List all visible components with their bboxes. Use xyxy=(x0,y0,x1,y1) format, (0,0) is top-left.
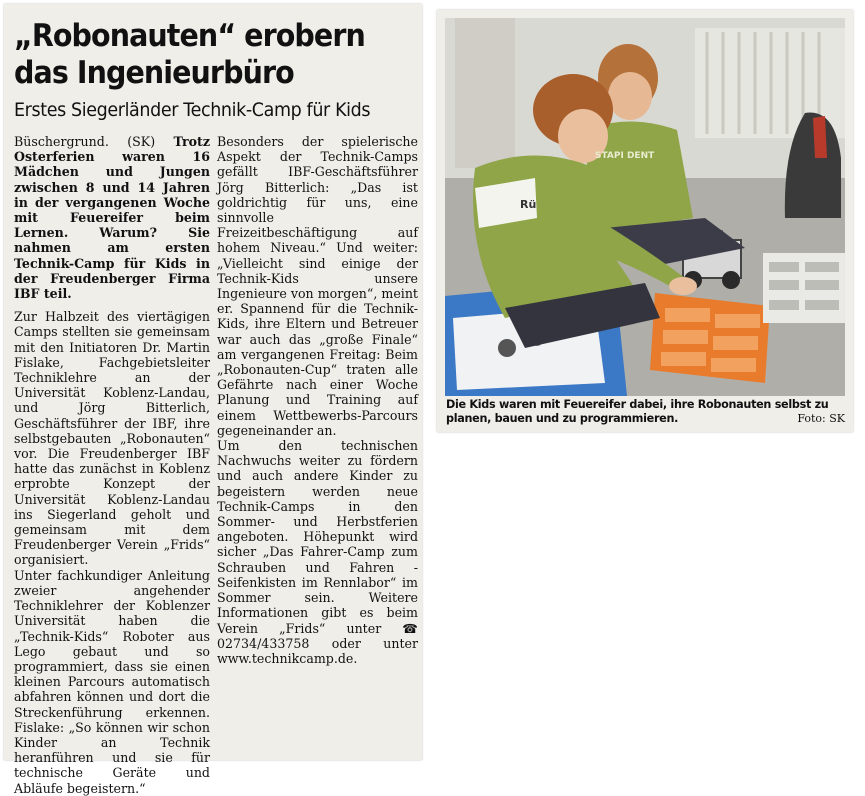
photo-illustration xyxy=(445,18,845,396)
body-paragraph-1: Zur Halbzeit des viertägigen Camps stellten sie gemeinsam mit den Initiatoren Dr. Martin Fislake, Fachgebietsleiter Techniklehre an der Universität Koblenz-Landau, und Jörg Bitterlich, Geschäftsführer der IBF, ihre selbstgebauten „Robonauten“ vor. Die Freudenberger IBF hatte das zunächst in Koblenz erprobte Konzept der Universität Koblenz-Landau ins Siegerland geholt und gemeinsam mit dem Freudenberger Verein „Frids“ organisiert. xyxy=(14,309,210,568)
body-paragraph-4: Um den technischen Nachwuchs weiter zu fördern und auch andere Kinder zu begeistern werden neue Technik-Camps in den Sommer- und Herbstferien angeboten. Höhepunkt wird sicher „Das Fahrer-Camp zum Schrauben und Fahren - Seifenkisten im Rennlabor“ im Sommer sein. Weitere Informationen gibt es beim Verein „Frids“ unter ☎ 02734/433758 oder unter www.technikcamp.de. xyxy=(217,438,418,666)
lead-text: Trotz Osterferien waren 16 Mädchen und Jungen zwischen 8 und 14 Jahren in der vergangenen Woche mit Feuereifer beim Lernen. Warum? Sie nahmen am ersten Technik-Camp für Kids in der Freudenberger Firma IBF teil. xyxy=(14,134,210,302)
column-left xyxy=(14,134,210,796)
article-clipping xyxy=(4,4,422,796)
shirt-print-right: STAPI DENT xyxy=(595,151,655,161)
headline xyxy=(14,18,382,92)
photo-clipping xyxy=(437,10,853,432)
column-right xyxy=(217,134,418,666)
body-paragraph-2: Unter fachkundiger Anleitung zweier angehender Techniklehrer der Koblenzer Universität haben die „Technik-Kids“ Roboter aus Lego gebaut und so programmiert, dass sie einen kleinen Parcours automatisch abfahren können und dort die Streckenführung erkennen. Fislake: „So können wir schon Kinder an Technik heranführen und sie für technische Geräte und Abläufe begeistern.“ xyxy=(14,567,210,796)
photo-caption: Die Kids waren mit Feuereifer dabei, ihre Robonauten selbst zu planen, bauen und zu programmieren. xyxy=(446,398,829,425)
shirt-print-left: Rü xyxy=(520,198,537,211)
kids-robot-photo xyxy=(445,18,845,396)
photo-credit: Foto: SK xyxy=(797,412,845,425)
headline-line-1: „Robonauten“ erobern xyxy=(14,18,365,54)
body-paragraph-3: Besonders der spielerische Aspekt der Technik-Camps gefällt IBF-Geschäftsführer Jörg Bitterlich: „Das ist goldrichtig für uns, eine sinnvolle Freizeitbeschäftigung auf hohem Niveau.“ Und weiter: „Vielleicht sind einige der Technik-Kids unsere Ingenieure von morgen“, meint er. Spannend für die Technik-Kids, ihre Eltern und Betreuer war auch das „große Finale“ am vergangenen Freitag: Beim „Robonauten-Cup“ traten alle Gefährte nach einer Woche Planung und Training auf einem Wettbewerbs-Parcours gegeneinander an. xyxy=(217,134,418,438)
headline-line-2: das Ingenieurbüro xyxy=(14,55,294,91)
lead-paragraph xyxy=(14,134,210,301)
subheadline: Erstes Siegerländer Technik-Camp für Kids xyxy=(14,99,371,121)
dateline: Büschergrund. (SK) xyxy=(14,134,156,149)
